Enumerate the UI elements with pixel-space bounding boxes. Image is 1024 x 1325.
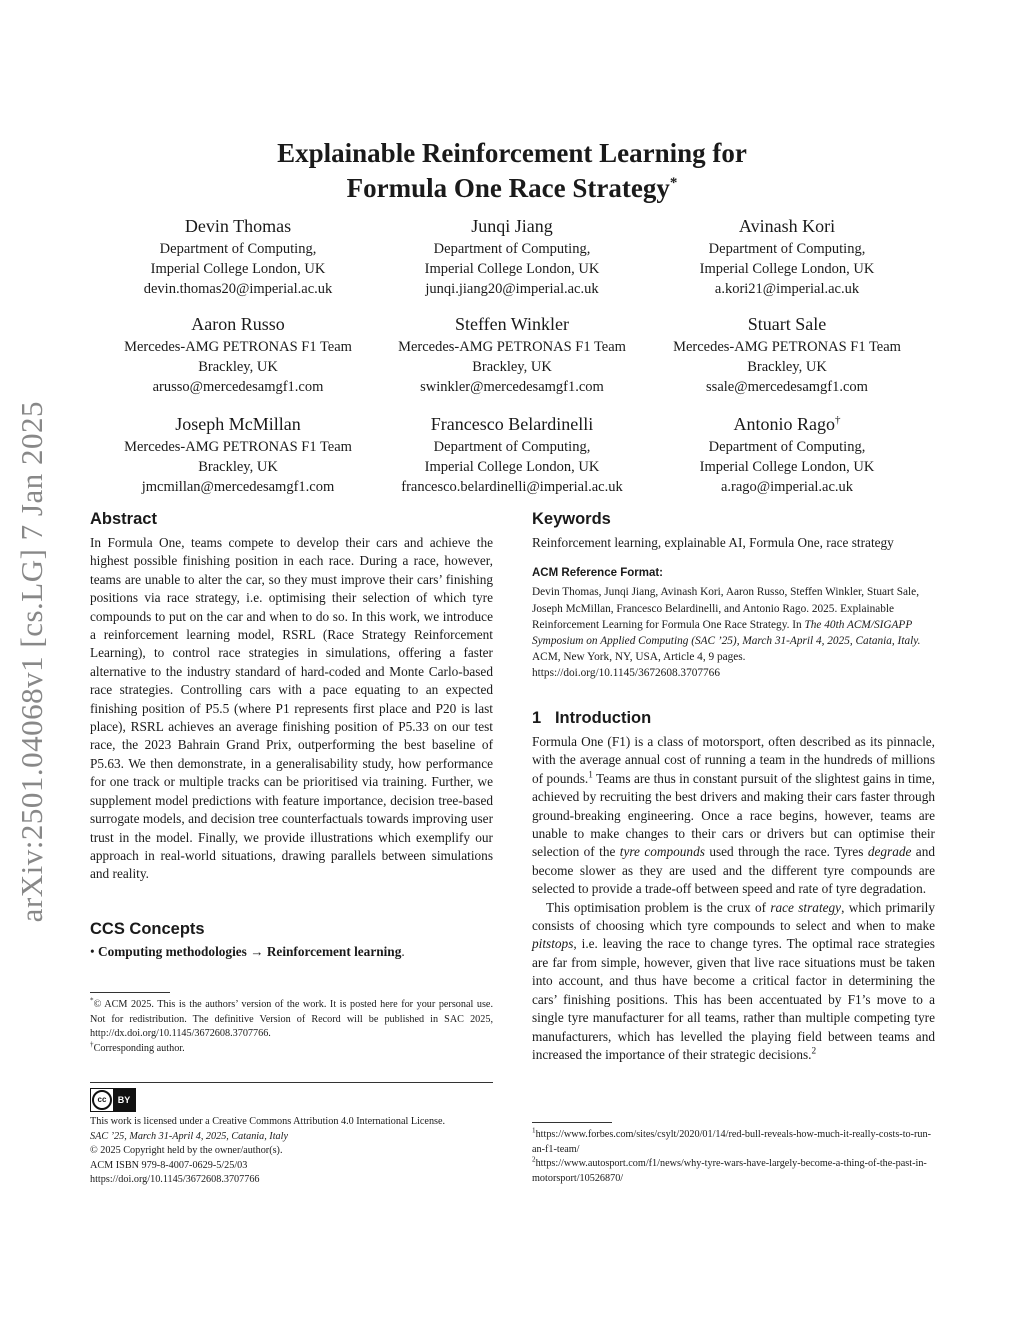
- author-affiliation: Imperial College London, UK: [699, 261, 875, 277]
- author-block: [650, 312, 924, 397]
- abstract-heading: Abstract: [90, 510, 157, 528]
- ccs-concepts: • Computing methodologies → Reinforcement learning.: [90, 944, 405, 959]
- author-affiliation: Brackley, UK: [198, 459, 278, 475]
- author-name: Aaron Russo: [191, 314, 285, 334]
- author-email: ssale@mercedesamgf1.com: [706, 379, 868, 395]
- author-email: devin.thomas20@imperial.ac.uk: [143, 281, 333, 297]
- footnote-ref[interactable]: 2: [811, 1046, 817, 1057]
- author-affiliation: Department of Computing,: [708, 241, 866, 257]
- cc-icon: cc: [91, 1089, 113, 1111]
- ccs-section: [90, 918, 493, 961]
- section-number: 1: [532, 709, 542, 727]
- author-name: Avinash Kori: [738, 216, 836, 236]
- footnote-url[interactable]: https://www.autosport.com/f1/news/why-tyre-wars-have-largely-become-a-thing-of-the-past-in-motorsport/10526870/: [532, 1158, 927, 1184]
- intro-heading: [532, 707, 935, 729]
- author-affiliation: Mercedes-AMG PETRONAS F1 Team: [673, 339, 901, 355]
- footnote-2: $^2$https://www.autosport.com/f1/news/why-tyre-wars-have-largely-become-a-thing-of-the-past-in-motorsport/10526870/: [532, 1155, 927, 1184]
- by-icon: BY: [113, 1089, 135, 1111]
- author-email: swinkler@mercedesamgf1.com: [420, 379, 604, 395]
- author-affiliation: Department of Computing,: [433, 439, 591, 455]
- copyright-line: © 2025 Copyright held by the owner/author(s).: [90, 1145, 283, 1157]
- acm-reference-heading: ACM Reference Format:: [532, 567, 663, 579]
- author-email: jmcmillan@mercedesamgf1.com: [141, 479, 335, 495]
- author-block: [375, 214, 649, 299]
- acm-reference-section: [532, 564, 935, 682]
- author-affiliation: Mercedes-AMG PETRONAS F1 Team: [124, 339, 352, 355]
- footnote-1: $^1$https://www.forbes.com/sites/csylt/2020/01/14/red-bull-reveals-how-much-it-really-costs-to-run-an-f1-team/: [532, 1126, 931, 1155]
- title-line-1: Explainable Reinforcement Learning for: [277, 138, 747, 168]
- footnote-rule: [532, 1122, 612, 1123]
- author-affiliation: Imperial College London, UK: [699, 459, 875, 475]
- author-block: [375, 412, 649, 497]
- author-affiliation: Imperial College London, UK: [150, 261, 326, 277]
- author-affiliation: Mercedes-AMG PETRONAS F1 Team: [398, 339, 626, 355]
- author-affiliation: Imperial College London, UK: [424, 459, 600, 475]
- section-title: Introduction: [554, 709, 652, 727]
- author-name: Joseph McMillan: [175, 414, 301, 434]
- introduction-section: [532, 707, 935, 1064]
- title-footnote-mark: *: [669, 175, 678, 191]
- author-affiliation: Department of Computing,: [159, 241, 317, 257]
- title-line-2: [150, 171, 874, 206]
- license-text: This work is licensed under a Creative Commons Attribution 4.0 International License.: [90, 1116, 446, 1127]
- author-name: Devin Thomas: [184, 216, 292, 236]
- author-affiliation: Brackley, UK: [747, 359, 827, 375]
- author-block: [650, 214, 924, 299]
- ccs-concept: Computing methodologies: [97, 944, 247, 959]
- doi-link[interactable]: https://doi.org/10.1145/3672608.3707766: [90, 1174, 260, 1186]
- author-email: francesco.belardinelli@imperial.ac.uk: [401, 479, 623, 495]
- isbn-line: ACM ISBN 979-8-4007-0629-5/25/03: [90, 1159, 248, 1171]
- footnote-ref[interactable]: 1: [588, 770, 593, 781]
- footnote-url[interactable]: https://www.forbes.com/sites/csylt/2020/01/14/red-bull-reveals-how-much-it-really-costs-to-run-an-f1-team/: [532, 1129, 931, 1155]
- left-footnotes: [90, 992, 493, 1056]
- author-affiliation: Brackley, UK: [472, 359, 552, 375]
- title-line-2-text: Formula One Race Strategy: [346, 173, 670, 203]
- abstract-section: [90, 508, 493, 884]
- author-affiliation: Mercedes-AMG PETRONAS F1 Team: [124, 439, 352, 455]
- author-name: Junqi Jiang: [471, 216, 553, 236]
- license-rule: [90, 1082, 493, 1083]
- abstract-text: In Formula One, teams compete to develop their cars and achieve the highest possible finishing position in each race. During a race, however, teams are unable to alter the car, so they must improve their cars’ finishing positions via race strategy, i.e. optimising their selection of which tyre compounds to put on the car and when to do so. In this work, we introduce a reinforcement learning model, RSRL (Race Strategy Reinforcement Learning), to control race strategies in simulations, offering a faster alternative to the industry standard of hard-coded and Monte Carlo-based race strategies. Controlling cars with a pace equating to an expected finishing position of P5.5 (where P1 represents first place and P20 is last place), RSRL achieves an average finishing position of P5.33 on our test race, the 2023 Bahrain Grand Prix, outperforming the best baseline of P5.63. We then demonstrate, in a generalisability study, how performance for one track or multiple tracks can be prioritised via training. Further, we supplement model predictions with feature importance, decision tree-based surrogate models, and decision tree counterfactuals towards improving user trust in the model. Finally, we provide illustrations which exemplify our approach in real-world situations, drawing parallels between simulations and reality.: [90, 535, 493, 882]
- footnote-copyright: *© ACM 2025. This is the authors’ version of the work. It is posted here for your personal use. Not for redistribution. The definitive Version of Record will be published in SAC 2025, http://dx.doi.org/10.1145/3672608.3707766.: [90, 996, 493, 1040]
- author-email: arusso@mercedesamgf1.com: [152, 379, 324, 395]
- cc-by-badge: [90, 1088, 136, 1112]
- keywords-text: Reinforcement learning, explainable AI, Formula One, race strategy: [532, 535, 894, 550]
- author-name: Antonio Rago: [733, 414, 835, 434]
- author-block: [375, 312, 649, 397]
- right-footnotes: [532, 1122, 935, 1186]
- arrow-icon: →: [250, 944, 264, 959]
- arxiv-identifier-text: arXiv:2501.04068v1 [cs.LG] 7 Jan 2025: [14, 401, 49, 923]
- ccs-heading: CCS Concepts: [90, 920, 205, 938]
- author-name: Francesco Belardinelli: [430, 414, 594, 434]
- author-block: [101, 412, 375, 497]
- author-affiliation: Department of Computing,: [433, 241, 591, 257]
- author-affiliation: Imperial College London, UK: [424, 261, 600, 277]
- intro-paragraph-2: This optimisation problem is the crux of race strategy, which primarily consists of choosing which tyre compounds to select and when to make pitstops, i.e. leaving the race to change tyres. The optimal race strategies are far from simple, however, given that live race situations must be taken into account, and thus have become a critical factor in determining the cars’ finishing positions. This has been accentuated by F1’s move to a single tyre manufacturer for all teams, rather than multiple competing tyre manufacturers, which has levelled the playing field between teams and increased the importance of their strategic decisions.$^2$: [532, 899, 935, 1062]
- acm-reference-text: Devin Thomas, Junqi Jiang, Avinash Kori, Aaron Russo, Steffen Winkler, Stuart Sale, Joseph McMillan, Francesco Belardinelli, and Antonio Rago. 2025. Explainable Reinforcement Learning for Formula One Race Strategy. In The 40th ACM/SIGAPP Symposium on Applied Computing (SAC ’25), March 31-April 4, 2025, Catania, Italy. ACM, New York, NY, USA, Article 4, 9 pages. https://doi.org/10.1145/3672608.3707766: [532, 586, 921, 680]
- ccs-subconcept: Reinforcement learning: [266, 944, 402, 959]
- license-block: [90, 1082, 493, 1188]
- author-block: [101, 214, 375, 299]
- arxiv-identifier: [14, 382, 49, 942]
- author-affiliation: Department of Computing,: [708, 439, 866, 455]
- author-email: a.rago@imperial.ac.uk: [720, 479, 854, 495]
- footnote-corresponding: †Corresponding author.: [90, 1040, 185, 1054]
- conference-info: SAC ’25, March 31-April 4, 2025, Catania, Italy: [90, 1130, 288, 1142]
- author-affiliation: Brackley, UK: [198, 359, 278, 375]
- author-name: Stuart Sale: [747, 314, 827, 334]
- author-email: junqi.jiang20@imperial.ac.uk: [425, 281, 599, 297]
- author-block: [101, 312, 375, 397]
- footnote-rule: [90, 992, 170, 993]
- author-email: a.kori21@imperial.ac.uk: [714, 281, 860, 297]
- author-name: Steffen Winkler: [454, 314, 570, 334]
- keywords-section: [532, 508, 935, 552]
- paper-title: [150, 136, 874, 206]
- keywords-heading: Keywords: [532, 510, 611, 528]
- author-block: [650, 412, 924, 497]
- corresponding-author-mark: †: [835, 414, 841, 426]
- intro-paragraph-1: Formula One (F1) is a class of motorsport, often described as its pinnacle, with the average annual cost of running a team in the hundreds of millions of pounds.$^1$ Teams are thus in constant pursuit of the slightest gains in time, achieved by recruiting the best drivers and making their cars faster through ground-breaking engineering. Once a race begins, however, teams are unable to make changes to their cars or drivers but can optimise their selection of the tyre compounds used through the race. Tyres degrade and become slower as they are used and the different tyre compounds are selected to provide a trade-off between speed and rate of tyre degradation.: [532, 734, 935, 897]
